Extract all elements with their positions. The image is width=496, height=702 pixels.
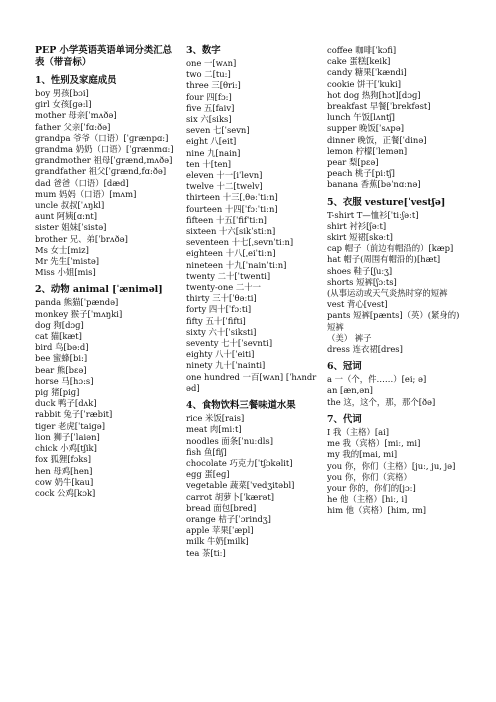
vocab-entry: fifty 五十[ˈfifti] — [186, 315, 246, 326]
vocab-entry: bee 蜜蜂[bi:] — [35, 353, 88, 364]
column-3 — [327, 45, 467, 517]
vocab-entry: girl 女孩[ɡə:l] — [35, 99, 92, 110]
vocab-entry: twelve 十二[twelv] — [186, 181, 263, 192]
vocab-entry: supper 晚饭[ˈsʌpə] — [327, 123, 404, 134]
vocab-entry: sixteen 十六[sikˈstiːn] — [186, 226, 276, 237]
vocab-entry: vegetable 蔬菜[ˈvedʒitəbl] — [186, 480, 295, 491]
vocab-entry: mum 妈妈（口语）[mʌm] — [35, 188, 137, 199]
vocab-entry: hat 帽子(周围有帽沿的)[hæt] — [327, 254, 441, 265]
vocab-entry: ten 十[ten] — [186, 158, 232, 169]
vocab-entry: thirty 三十[ˈθəːti] — [186, 293, 257, 304]
vocab-entry: cookie 饼干[ˈkuki] — [327, 78, 401, 89]
vocab-entry: tea 茶[tiː] — [186, 547, 226, 558]
vocab-entry: Mr 先生[ˈmistə] — [35, 256, 100, 267]
section-heading: 3、数字 — [186, 45, 221, 56]
vocab-entry: eighty 八十[ˈeiti] — [186, 349, 255, 360]
vocab-entry: five 五[faiv] — [186, 102, 235, 113]
vocab-entry: (从事运动或天气炎热时穿的短裤 — [327, 288, 448, 299]
vocab-entry: sister 姐妹[ˈsistə] — [35, 222, 107, 233]
vocab-entry: nineteen 十九[ˈnainˈtiːn] — [186, 259, 287, 270]
vocab-entry: me 我（宾格）[miː, mi] — [327, 438, 421, 449]
vocab-entry: chick 小鸡[tʃik] — [35, 443, 97, 454]
vocab-entry: an [æn,ən] — [327, 385, 373, 396]
vocab-entry: dog 狗[dɔɡ] — [35, 319, 84, 330]
column-2-body — [186, 45, 321, 559]
vocab-entry: panda 熊猫[ˈpændə] — [35, 297, 119, 308]
vocab-entry: you 你，你们（宾格） — [327, 471, 412, 482]
vocab-entry: egg 蛋[eɡ] — [186, 469, 230, 480]
vocab-entry: twenty-one 二十一 — [186, 282, 261, 293]
vocab-entry: noodles 面条[ˈnuːdls] — [186, 435, 273, 446]
vocab-entry: cake 蛋糕[keik] — [327, 56, 391, 67]
vocab-entry: grandmother 祖母[ˈɡrænd,mʌðə] — [35, 155, 173, 166]
vocab-entry: aunt 阿姨[ɑ:nt] — [35, 211, 98, 222]
vocab-entry: breakfast 早餐[ˈbrekfəst] — [327, 101, 431, 112]
vocab-entry: six 六[siks] — [186, 114, 232, 125]
vocab-entry: your 你的，你们的[jɔː] — [327, 482, 416, 493]
vocab-entry: coffee 咖啡[ˈkɔfi] — [327, 45, 397, 55]
vocab-entry: one hundred 一百[wʌn] [ˈhʌndrəd] — [186, 371, 317, 393]
vocab-entry: fish 鱼[fiʃ] — [186, 446, 227, 457]
vocab-entry: cow 奶牛[kau] — [35, 476, 94, 487]
vocab-entry: skirt 短裙[skəːt] — [327, 232, 393, 243]
vocab-entry: cat 猫[kæt] — [35, 331, 82, 342]
vocab-entry: dad 爸爸（口语）[dæd] — [35, 177, 129, 188]
vocab-entry: seventeen 十七[ˌsevnˈtiːn] — [186, 237, 294, 248]
vocab-entry: uncle 叔叔[ˈʌŋkl] — [35, 200, 105, 211]
vocab-entry: apple 苹果[ˈæpl] — [186, 525, 254, 536]
vocab-entry: meat 肉[miːt] — [186, 424, 242, 435]
vocab-entry: pig 猪[piɡ] — [35, 387, 80, 398]
vocab-entry: shirt 衬衫[ʃəːt] — [327, 220, 387, 231]
section-heading: 4、食物饮料三餐味道水果 — [186, 400, 296, 412]
vocab-entry: shorts 短裤[ʃɔːts] — [327, 276, 397, 287]
vocab-entry: peach 桃子[piːtʃ] — [327, 168, 395, 179]
column-3-body — [327, 45, 467, 517]
vocab-entry: two 二[tu:] — [186, 69, 231, 80]
vocab-entry: grandma 奶奶（口语）[ˈɡrænmɑ:] — [35, 144, 174, 155]
vocab-entry: shoes 鞋子[ʃuːʒ] — [327, 265, 393, 276]
vocab-entry: lion 狮子[ˈlaiən] — [35, 431, 100, 442]
vocab-entry: four 四[fɔ:] — [186, 91, 232, 102]
vocab-entry: Ms 女士[miz] — [35, 244, 89, 255]
vocab-entry: fox 狐狸[fɔks] — [35, 454, 91, 465]
vocab-entry: dinner 晚饭，正餐[ˈdinə] — [327, 134, 427, 145]
vocab-entry: lunch 午饭[lʌntʃ] — [327, 112, 395, 123]
vocab-entry: seven 七[ˈsevn] — [186, 125, 250, 136]
vocab-entry: rabbit 兔子[ˈræbit] — [35, 409, 113, 420]
vocab-entry: monkey 猴子[ˈmʌŋki] — [35, 308, 123, 319]
section-heading: 6、冠词 — [327, 361, 362, 373]
vocab-entry: pants 短裤[pænts]（英）(紧身的)短裤 — [327, 310, 460, 332]
vocab-entry: （美） 裤子 — [327, 332, 372, 343]
vocab-entry: dress 连衣裙[dres] — [327, 344, 403, 355]
vocab-entry: chocolate 巧克力[ˈtʃɔkəlit] — [186, 457, 293, 468]
vocab-entry: he 他（主格）[hiː, i] — [327, 494, 408, 505]
vocab-entry: eight 八[eit] — [186, 136, 237, 147]
vocab-entry: bear 熊[bɛə] — [35, 364, 87, 375]
vocab-entry: milk 牛奶[milk] — [186, 536, 249, 547]
vocab-entry: rice 米饭[rais] — [186, 413, 245, 424]
vocab-entry: I 我（主格）[ai] — [327, 426, 390, 437]
section-heading: 2、动物 animal [ˈæniməl] — [35, 284, 163, 296]
vocab-entry: my 我的[mai, mi] — [327, 449, 398, 460]
vocab-entry: cap 帽子（前边有帽沿的）[kæp] — [327, 243, 454, 254]
vocab-entry: hot dog 热狗[hɔt][dɔɡ] — [327, 89, 421, 100]
document-title: PEP 小学英语英语单词分类汇总表（带音标） — [35, 45, 173, 68]
vocab-entry: boy 男孩[bɔi] — [35, 88, 89, 98]
vocab-entry: fifteen 十五[ˈfifˈtiːn] — [186, 214, 267, 225]
vocab-entry: you 你，你们（主格）[juː, ju, jə] — [327, 460, 456, 471]
section-heading: 7、代词 — [327, 413, 362, 425]
vocab-entry: lemon 柠檬[ˈlemən] — [327, 145, 408, 156]
column-1-body — [35, 75, 175, 499]
vocab-entry: Miss 小姐[mis] — [35, 267, 96, 278]
vocab-entry: three 三[θri:] — [186, 80, 241, 91]
section-heading: 1、性别及家庭成员 — [35, 75, 117, 86]
section-heading: 5、衣服 vesture[ˈvestʃə] — [327, 196, 446, 208]
vocab-entry: candy 糖果[ˈkændi] — [327, 67, 407, 78]
vocab-entry: carrot 胡萝卜[ˈkærət] — [186, 491, 274, 502]
vocab-entry: forty 四十[ˈfɔːti] — [186, 304, 252, 315]
vocab-entry: tiger 老虎[ˈtaiɡə] — [35, 420, 105, 431]
vocab-entry: sixty 六十[ˈsiksti] — [186, 326, 257, 337]
vocab-entry: him 他（宾格）[him, ɪm] — [327, 505, 427, 516]
vocab-entry: duck 鸭子[dʌk] — [35, 398, 97, 409]
vocab-entry: grandpa 爷爷（口语）[ˈɡrænpɑ:] — [35, 132, 169, 143]
vocab-entry: vest 背心[vest] — [327, 299, 388, 310]
vocab-entry: banana 香蕉[bəˈnɑːnə] — [327, 179, 421, 190]
vocab-entry: bird 鸟[bə:d] — [35, 342, 89, 353]
vocab-entry: cock 公鸡[kɔk] — [35, 487, 96, 498]
vocab-entry: father 父亲[ˈfɑ:ðə] — [35, 121, 111, 132]
vocab-entry: horse 马[hɔ:s] — [35, 375, 94, 386]
column-2 — [186, 45, 321, 559]
vocab-entry: one 一[wʌn] — [186, 58, 237, 68]
vocab-entry: ninety 九十[ˈnainti] — [186, 360, 266, 371]
vocab-entry: mother 母亲[ˈmʌðə] — [35, 110, 117, 121]
vocab-entry: eleven 十一[iˈlevn] — [186, 170, 263, 181]
vocab-entry: thirteen 十三[ˌθəːˈtiːn] — [186, 192, 278, 203]
vocab-entry: orange 桔子[ˈɔrindʒ] — [186, 513, 271, 524]
vocab-entry: nine 九[nain] — [186, 147, 241, 158]
vocab-entry: eighteen 十八[ˌeiˈtiːn] — [186, 248, 276, 259]
vocab-entry: T-shirt T—恤衫[ˈtiːʃəːt] — [327, 209, 419, 220]
vocab-entry: a 一（个，件……）[ei; ə] — [327, 374, 427, 385]
vocab-entry: fourteen 十四[ˈfɔːˈtiːn] — [186, 203, 278, 214]
vocab-entry: hen 母鸡[hen] — [35, 465, 93, 476]
vocab-entry: brother 兄、弟[ˈbrʌðə] — [35, 233, 128, 244]
vocab-entry: seventy 七十[ˈsevnti] — [186, 338, 273, 349]
vocab-entry: bread 面包[bred] — [186, 502, 257, 513]
column-1 — [35, 45, 175, 499]
vocab-entry: twenty 二十[ˈtwenti] — [186, 270, 271, 281]
vocab-entry: grandfather 祖父[ˈɡrænd,fɑ:ðə] — [35, 166, 167, 177]
vocab-entry: pear 梨[pɛə] — [327, 157, 379, 168]
vocab-entry: the 这，这个，那，那个[ðə] — [327, 396, 436, 407]
